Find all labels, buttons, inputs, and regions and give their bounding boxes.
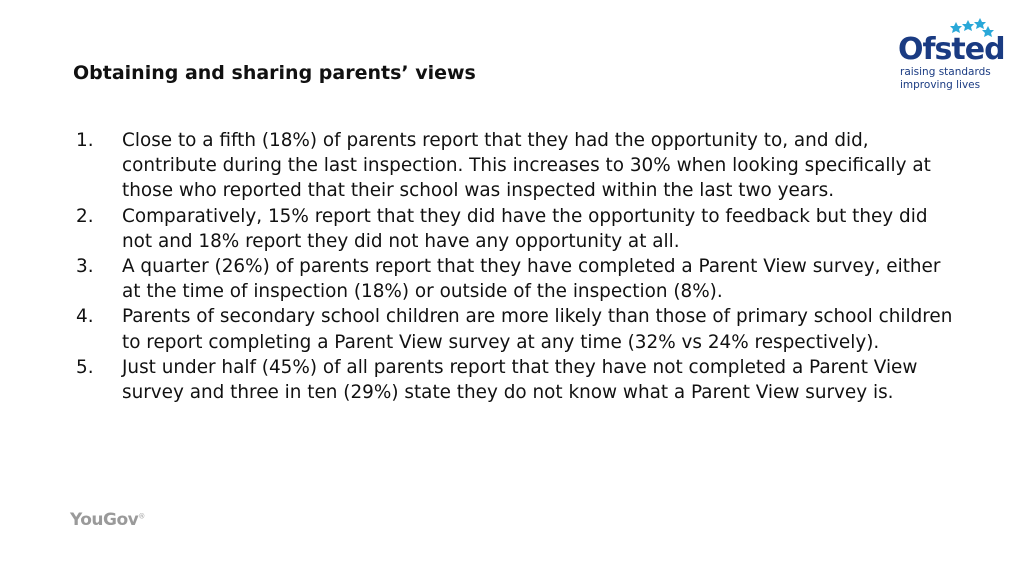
- list-item-number: 2.: [76, 205, 94, 227]
- list-item-text: Close to a fifth (18%) of parents report that they had the opportunity to, and did, contribute during the last inspection. This increases to 30% when looking specifically at those who reported that their school was inspected within the last two years.: [122, 130, 931, 202]
- page-title: Obtaining and sharing parents’ views: [73, 62, 476, 84]
- ofsted-tagline-1: raising standards: [900, 66, 991, 78]
- list-item-number: 5.: [76, 356, 94, 378]
- list-item: [76, 304, 956, 354]
- registered-mark: ®: [138, 512, 145, 521]
- yougov-wordmark: YouGov: [70, 510, 139, 530]
- list-item-text: Parents of secondary school children are more likely than those of primary school children to report completing a Parent View survey at any time (32% vs 24% respectively).: [122, 306, 953, 353]
- list-item-number: 4.: [76, 306, 94, 328]
- list-item: [76, 204, 956, 254]
- list-item-number: 3.: [76, 256, 94, 278]
- list-item: [76, 254, 956, 304]
- list-item: [76, 355, 956, 405]
- findings-list: [76, 128, 956, 405]
- list-item-text: A quarter (26%) of parents report that they have completed a Parent View survey, either at the time of inspection (18%) or outside of the inspection (8%).: [122, 256, 941, 303]
- list-item: [76, 128, 956, 204]
- ofsted-logo: [896, 14, 1005, 94]
- list-item-text: Just under half (45%) of all parents report that they have not completed a Parent View survey and three in ten (29%) state they do not know what a Parent View survey is.: [122, 356, 918, 404]
- list-item-text: Comparatively, 15% report that they did have the opportunity to feedback but they did not and 18% report they did not have any opportunity at all.: [122, 205, 928, 252]
- ofsted-wordmark: Ofsted: [898, 32, 1005, 67]
- ofsted-tagline-2: improving lives: [900, 79, 981, 91]
- yougov-logo: [70, 510, 145, 530]
- list-item-number: 1.: [76, 130, 94, 151]
